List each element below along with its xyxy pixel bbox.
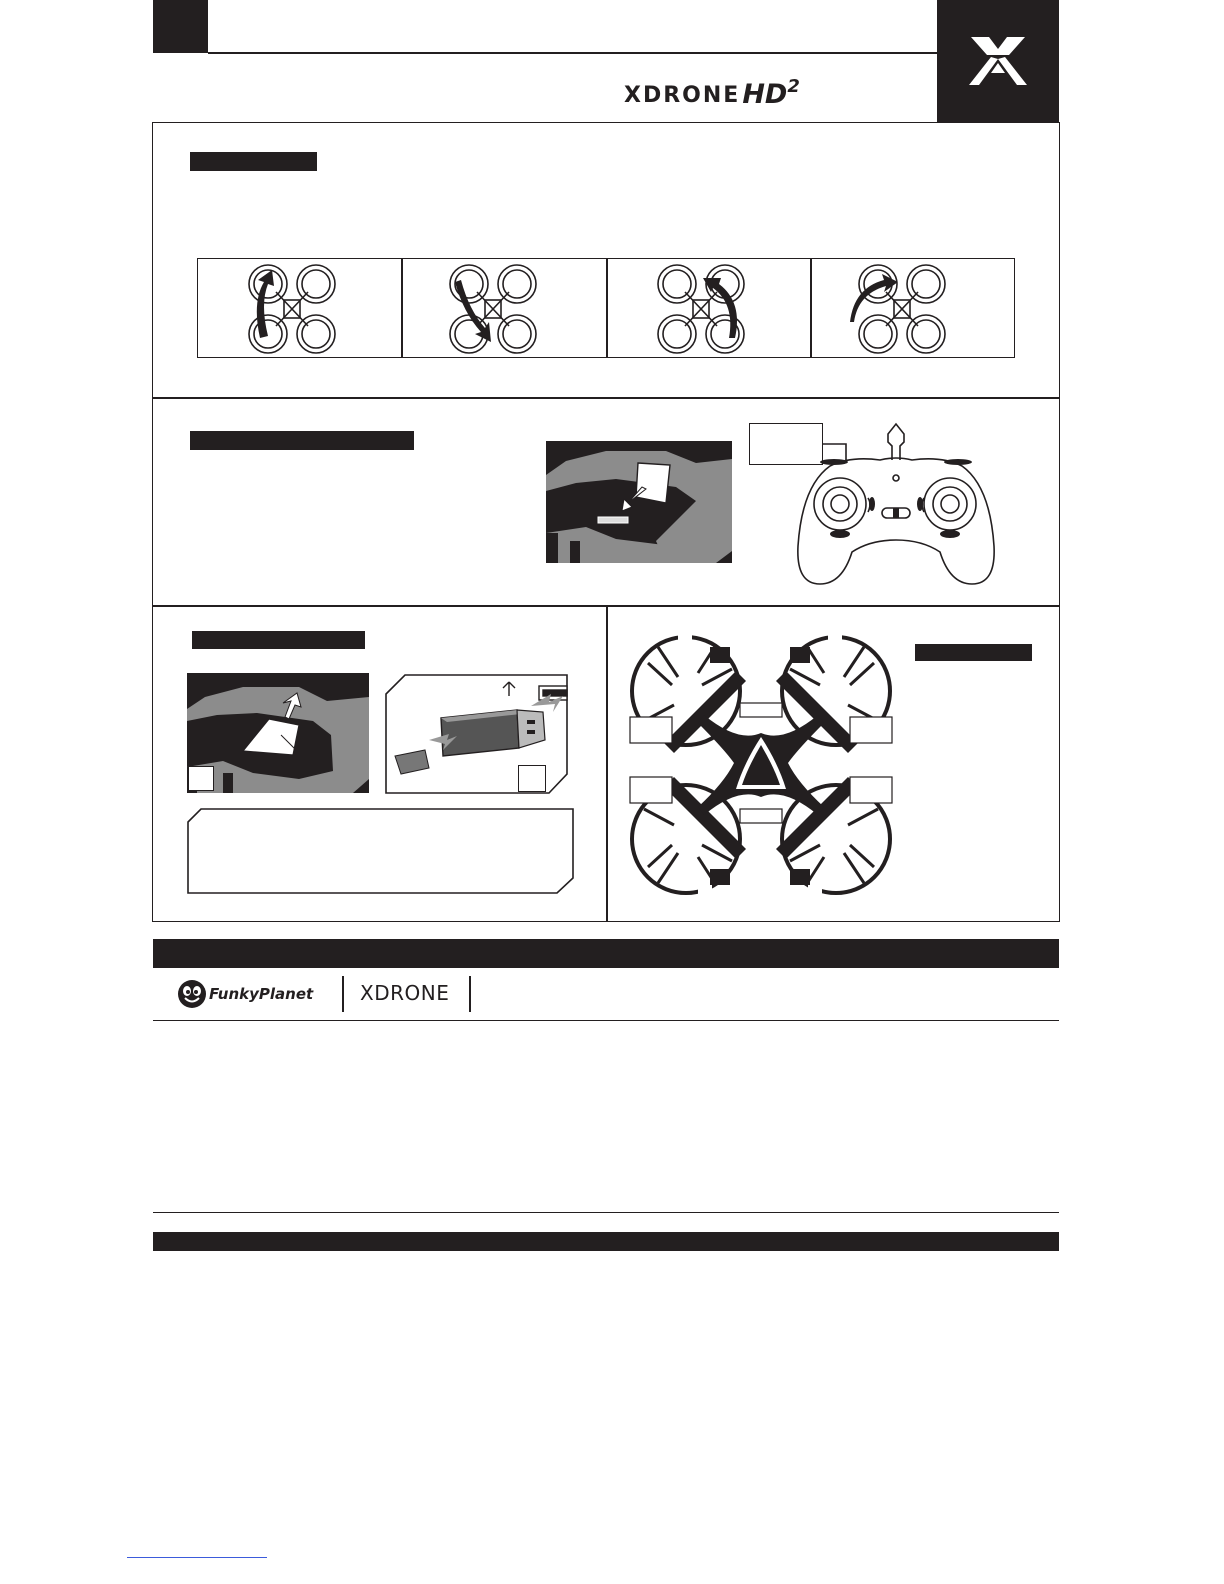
- xdrone-footer-logo: XDRONE: [360, 981, 450, 1005]
- note-box: [187, 808, 575, 894]
- flip-divider-3: [810, 258, 812, 358]
- logo-separator-1: [342, 976, 344, 1012]
- flip-left-drone-rotation-icon: [246, 262, 338, 356]
- brand-logo-text: XDRONE: [624, 83, 741, 108]
- brand-logo-sup: 2: [787, 76, 800, 97]
- header-tab-block: [153, 0, 208, 53]
- section-4-heading-bar: [915, 644, 1032, 661]
- step-a-label-box: [188, 766, 214, 791]
- funky-planet-logo-text: FunkyPlanet: [209, 985, 314, 1003]
- drone-topview-diagram: [628, 633, 894, 897]
- controller-icon: [790, 416, 1002, 588]
- step-b-label-box: [518, 765, 546, 792]
- smiley-face-icon: [177, 979, 207, 1009]
- footer-top-bar: [153, 939, 1059, 968]
- section-3-heading-bar: [192, 631, 365, 649]
- xdrone-hd2-logo: [624, 76, 800, 108]
- divider-1: [152, 397, 1060, 399]
- brand-logo-suffix: HD: [742, 79, 788, 110]
- footer-rule-2: [153, 1212, 1059, 1213]
- section-2-heading-bar: [190, 431, 414, 450]
- x-drone-logo-icon: [965, 35, 1031, 87]
- header-rule: [208, 52, 938, 54]
- footer-bottom-bar: [153, 1232, 1059, 1251]
- flip-right-drone-rotation-icon: [655, 262, 747, 356]
- logo-separator-2: [469, 976, 471, 1012]
- footer-rule-1: [153, 1020, 1059, 1021]
- flip-back-drone-rotation-icon: [447, 262, 539, 356]
- funky-planet-logo: [177, 978, 313, 1010]
- divider-vertical: [606, 605, 608, 922]
- flip-front-drone-rotation-icon: [848, 262, 948, 356]
- flip-divider-2: [606, 258, 608, 358]
- sd-card-insert-illustration: [546, 441, 732, 563]
- section-1-heading-bar: [190, 152, 317, 171]
- flip-divider-1: [401, 258, 403, 358]
- page-bottom-link-rule: [127, 1557, 267, 1558]
- sd-card-remove-illustration: [187, 673, 369, 793]
